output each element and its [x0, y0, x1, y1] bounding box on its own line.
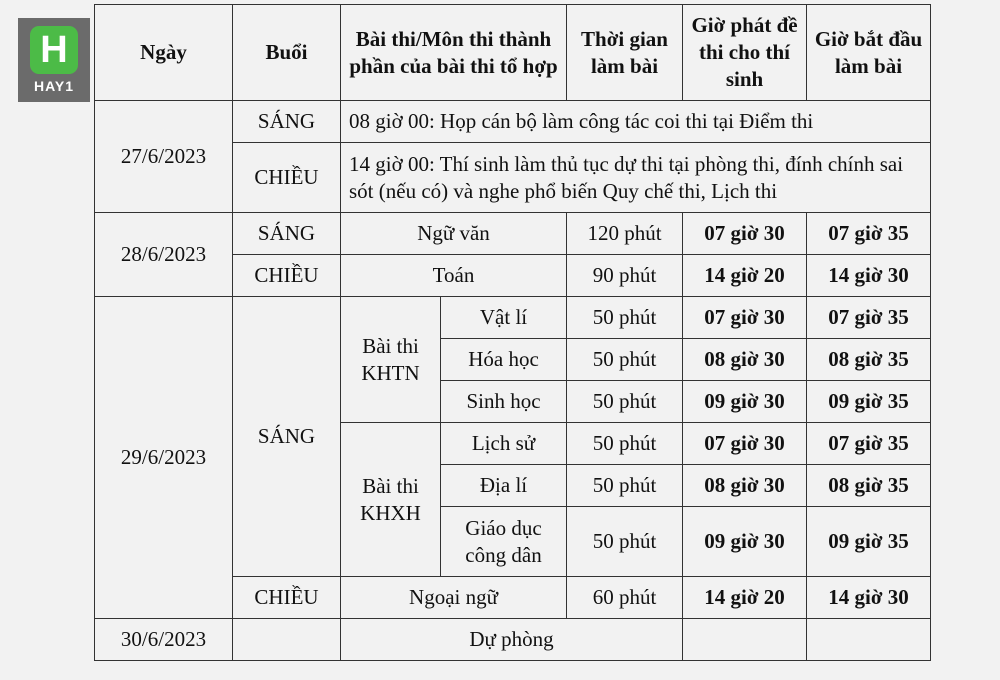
duration-cell: 50 phút: [567, 297, 683, 339]
duration-cell: 50 phút: [567, 423, 683, 465]
table-row: [95, 297, 931, 339]
distribute-time-cell: 08 giờ 30: [683, 465, 807, 507]
start-time-cell: 09 giờ 35: [807, 507, 931, 577]
duration-cell: 50 phút: [567, 339, 683, 381]
start-time-cell: 08 giờ 35: [807, 339, 931, 381]
header-session: Buổi: [233, 5, 341, 101]
header-subject: Bài thi/Môn thi thành phần của bài thi tổ hợp: [341, 5, 567, 101]
table-row: [95, 213, 931, 255]
distribute-time-cell: 07 giờ 30: [683, 213, 807, 255]
date-cell: 30/6/2023: [95, 619, 233, 661]
distribute-time-cell: [683, 619, 807, 661]
exam-schedule-table: [94, 4, 931, 661]
header-date: Ngày: [95, 5, 233, 101]
session-cell: [233, 619, 341, 661]
date-cell: 29/6/2023: [95, 297, 233, 619]
subject-cell: Địa lí: [441, 465, 567, 507]
date-cell: 28/6/2023: [95, 213, 233, 297]
session-cell: CHIỀU: [233, 577, 341, 619]
subject-cell: Sinh học: [441, 381, 567, 423]
duration-cell: 50 phút: [567, 507, 683, 577]
session-cell: SÁNG: [233, 101, 341, 143]
start-time-cell: [807, 619, 931, 661]
session-cell: CHIỀU: [233, 143, 341, 213]
group-cell: Bài thi KHXH: [341, 423, 441, 577]
session-cell: SÁNG: [233, 297, 341, 577]
duration-cell: 50 phút: [567, 381, 683, 423]
subject-cell: Lịch sử: [441, 423, 567, 465]
distribute-time-cell: 14 giờ 20: [683, 577, 807, 619]
table-row: [95, 101, 931, 143]
logo-text: HAY1: [33, 78, 75, 94]
subject-cell: Giáo dục công dân: [441, 507, 567, 577]
hay1-logo: [18, 18, 90, 102]
subject-cell: Dự phòng: [341, 619, 683, 661]
subject-cell: Ngoại ngữ: [341, 577, 567, 619]
note-cell: 14 giờ 00: Thí sinh làm thủ tục dự thi tại phòng thi, đính chính sai sót (nếu có) và nghe phổ biến Quy chế thi, Lịch thi: [341, 143, 931, 213]
start-time-cell: 07 giờ 35: [807, 423, 931, 465]
duration-cell: 60 phút: [567, 577, 683, 619]
start-time-cell: 09 giờ 35: [807, 381, 931, 423]
session-cell: CHIỀU: [233, 255, 341, 297]
distribute-time-cell: 07 giờ 30: [683, 297, 807, 339]
logo-letter: H: [30, 26, 78, 74]
subject-cell: Ngữ văn: [341, 213, 567, 255]
duration-cell: 120 phút: [567, 213, 683, 255]
header-duration: Thời gian làm bài: [567, 5, 683, 101]
header-start-time: Giờ bắt đầu làm bài: [807, 5, 931, 101]
note-cell: 08 giờ 00: Họp cán bộ làm công tác coi thi tại Điểm thi: [341, 101, 931, 143]
start-time-cell: 08 giờ 35: [807, 465, 931, 507]
date-cell: 27/6/2023: [95, 101, 233, 213]
start-time-cell: 07 giờ 35: [807, 213, 931, 255]
table-row: [95, 619, 931, 661]
start-time-cell: 14 giờ 30: [807, 577, 931, 619]
session-cell: SÁNG: [233, 213, 341, 255]
header-distribute-time: Giờ phát đề thi cho thí sinh: [683, 5, 807, 101]
header-row: [95, 5, 931, 101]
distribute-time-cell: 14 giờ 20: [683, 255, 807, 297]
start-time-cell: 14 giờ 30: [807, 255, 931, 297]
duration-cell: 50 phút: [567, 465, 683, 507]
distribute-time-cell: 08 giờ 30: [683, 339, 807, 381]
duration-cell: 90 phút: [567, 255, 683, 297]
start-time-cell: 07 giờ 35: [807, 297, 931, 339]
subject-cell: Hóa học: [441, 339, 567, 381]
subject-cell: Toán: [341, 255, 567, 297]
subject-cell: Vật lí: [441, 297, 567, 339]
distribute-time-cell: 09 giờ 30: [683, 507, 807, 577]
group-cell: Bài thi KHTN: [341, 297, 441, 423]
distribute-time-cell: 09 giờ 30: [683, 381, 807, 423]
distribute-time-cell: 07 giờ 30: [683, 423, 807, 465]
